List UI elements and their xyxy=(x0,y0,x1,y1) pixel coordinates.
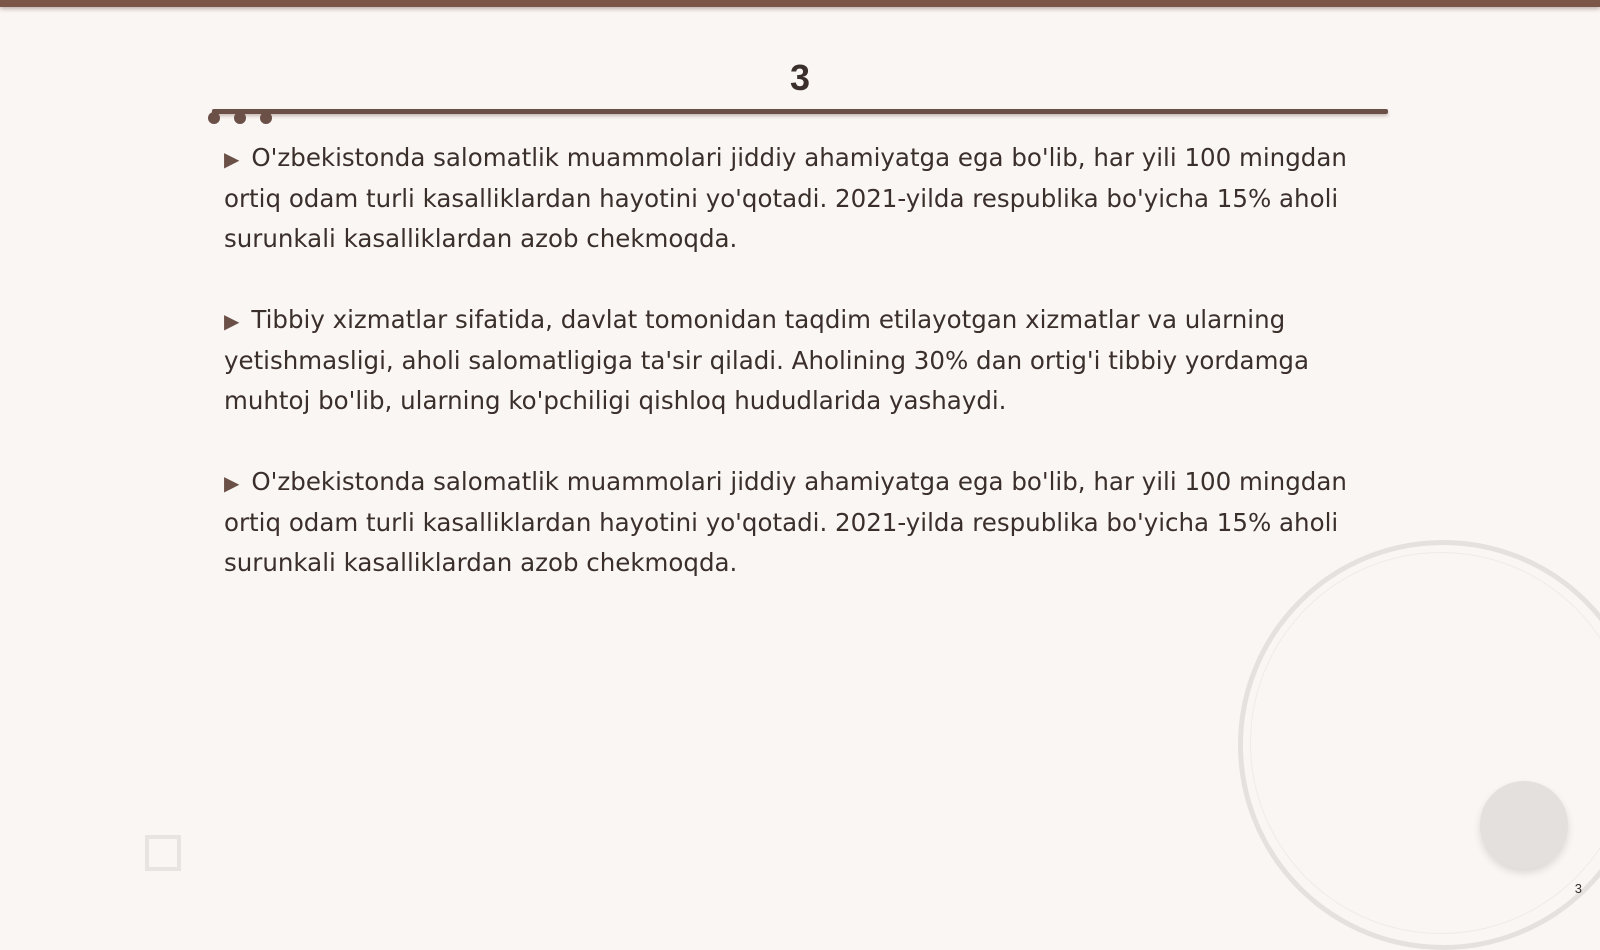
page-number: 3 xyxy=(1574,881,1582,896)
slide-title: 3 xyxy=(789,57,811,98)
title-underline xyxy=(212,109,1388,114)
bullet-arrow-icon: ▶ xyxy=(224,309,240,333)
decorative-square xyxy=(145,835,181,871)
bullet-paragraph xyxy=(224,462,1354,583)
bullet-arrow-icon: ▶ xyxy=(224,147,240,171)
paragraph-text: O'zbekistonda salomatlik muammolari jiddiy ahamiyatga ega bo'lib, har yili 100 mingdan ortiq odam turli kasalliklardan hayotini yo'qotadi. 2021-yilda respublika bo'yicha 15% aholi surunkali kasalliklardan azob chekmoqda. xyxy=(224,143,1347,253)
top-accent-bar xyxy=(0,0,1600,7)
paragraph-text: Tibbiy xizmatlar sifatida, davlat tomonidan taqdim etilayotgan xizmatlar va ularning yetishmasligi, aholi salomatligiga ta'sir qiladi. Aholining 30% dan ortig'i tibbiy yordamga muhtoj bo'lib, ularning ko'pchiligi qishloq hududlarida yashaydi. xyxy=(224,305,1309,415)
bullet-paragraph xyxy=(224,138,1354,259)
bullet-arrow-icon: ▶ xyxy=(224,471,240,495)
bullet-paragraph xyxy=(224,300,1354,421)
paragraph-text: O'zbekistonda salomatlik muammolari jiddiy ahamiyatga ega bo'lib, har yili 100 mingdan ortiq odam turli kasalliklardan hayotini yo'qotadi. 2021-yilda respublika bo'yicha 15% aholi surunkali kasalliklardan azob chekmoqda. xyxy=(224,467,1347,577)
title-rule-dot xyxy=(234,112,246,124)
decorative-disc xyxy=(1480,781,1568,869)
title-rule-dot xyxy=(260,112,272,124)
title-rule-dot xyxy=(208,112,220,124)
slide-body xyxy=(224,138,1354,624)
